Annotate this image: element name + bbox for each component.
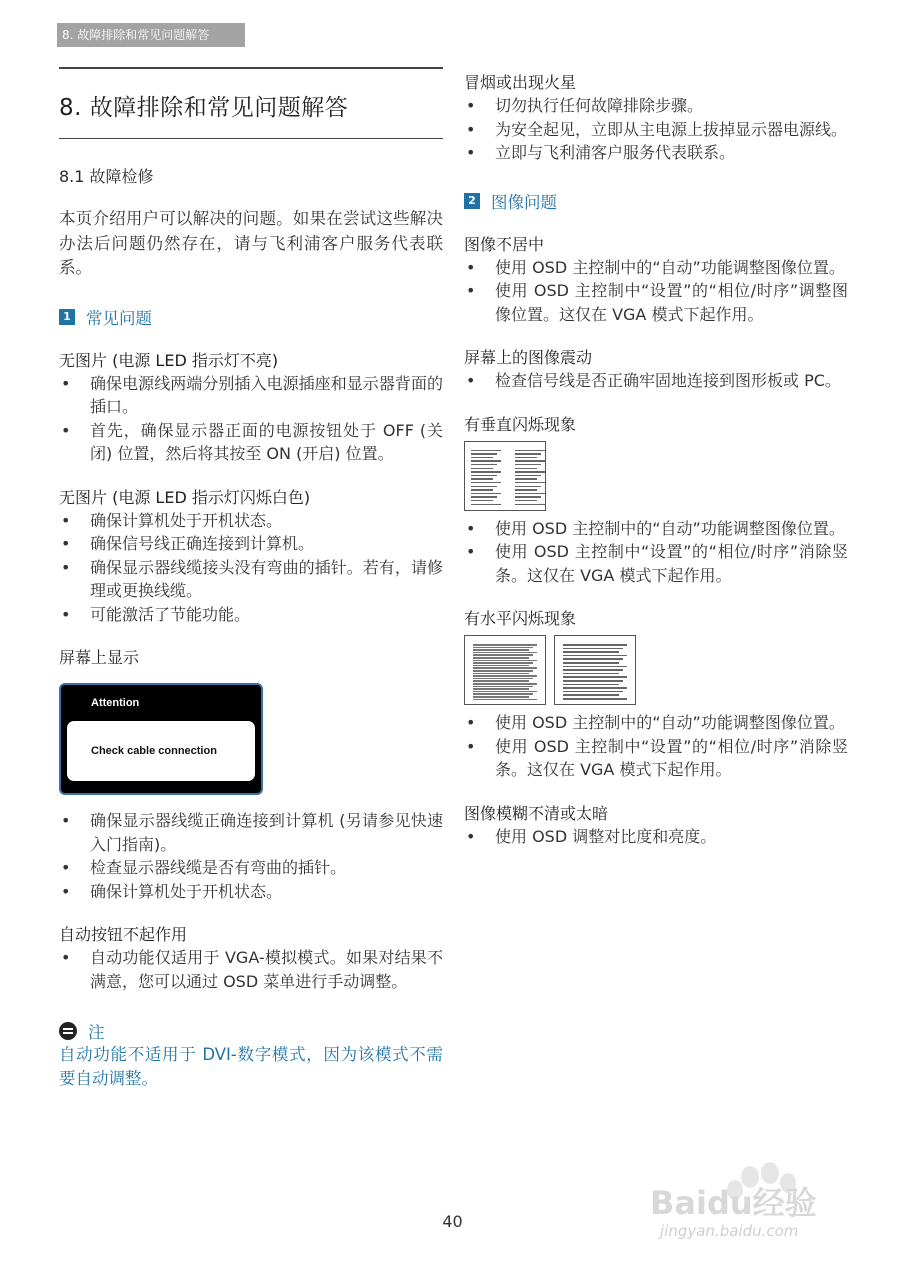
thumbnail-text-line xyxy=(563,655,627,657)
topic-vertical-flicker xyxy=(464,414,848,588)
topic-title: 冒烟或出现火星 xyxy=(464,73,577,92)
list-item: • 检查显示器线缆是否有弯曲的插针。 xyxy=(61,858,347,877)
topic-title: 图像不居中 xyxy=(464,234,545,254)
list-item: • 立即与飞利浦客户服务代表联系。 xyxy=(466,143,736,162)
topic-title: 有水平闪烁现象 xyxy=(464,609,577,628)
thumbnail-text-line xyxy=(471,496,497,498)
topic-auto-button xyxy=(59,924,443,993)
list-item: • 使用 OSD 主控制中“设置”的“相位/时序”消除竖条。这仅在 VGA 模式下起作用。 xyxy=(466,542,848,585)
topic-title: 图像模糊不清或太暗 xyxy=(464,803,609,823)
thumbnail-text-line xyxy=(473,696,529,698)
watermark-brand: Baidu经验 xyxy=(650,1184,817,1222)
thumbnail-text-line xyxy=(473,665,529,667)
list-item: • 检查信号线是否正确牢固地连接到图形板或 PC。 xyxy=(466,371,841,390)
thumbnail-text-line xyxy=(563,684,619,686)
thumbnail-text-line xyxy=(515,504,545,506)
thumbnail-text-line xyxy=(515,500,537,502)
section-number-badge: 2 xyxy=(464,193,480,209)
thumbnail-text-line xyxy=(515,464,541,466)
thumbnail-text-line xyxy=(471,478,493,480)
thumbnail-text-line xyxy=(471,493,501,495)
vertical-flicker-screen-image xyxy=(464,441,546,511)
thumbnail-text-line xyxy=(515,478,537,480)
list-item: • 切勿执行任何故障排除步骤。 xyxy=(466,96,704,115)
thumbnail-text-line xyxy=(473,652,537,654)
list-item: • 首先，确保显示器正面的电源按钮处于 OFF (关闭) 位置，然后将其按至 ON (开启) 位置。 xyxy=(61,420,443,463)
list-item: • 确保信号线正确连接到计算机。 xyxy=(61,534,315,553)
thumbnail-text-line xyxy=(563,658,623,660)
thumbnail-text-line xyxy=(471,475,497,477)
thumbnail-text-line xyxy=(515,471,545,473)
topic-no-picture-led-off xyxy=(59,350,443,466)
chapter-title: 8. 故障排除和常见问题解答 xyxy=(59,95,349,121)
topic-no-picture-led-blinking xyxy=(59,487,443,627)
thumbnail-text-line xyxy=(515,453,541,455)
thumbnail-text-line xyxy=(471,450,501,452)
title-rule xyxy=(59,138,443,139)
attention-dialog-illustration xyxy=(59,683,263,795)
thumbnail-text-line xyxy=(563,662,619,664)
thumbnail-text-line xyxy=(471,471,501,473)
thumbnail-text-line xyxy=(563,648,623,650)
image-problems-title: 图像问题 xyxy=(491,192,557,212)
page-number: 40 xyxy=(442,1212,463,1231)
common-problems-title: 常见问题 xyxy=(86,308,152,328)
attention-title: Attention xyxy=(91,697,140,709)
list-item: • 自动功能仅适用于 VGA-模拟模式。如果对结果不满意，您可以通过 OSD 菜单进行手动调整。 xyxy=(61,948,443,991)
note-label: 注 xyxy=(88,1023,105,1042)
topic-on-screen-message xyxy=(59,647,443,903)
thumbnail-text-line xyxy=(473,673,529,675)
thumbnail-text-line xyxy=(473,647,533,649)
horizontal-flicker-screen-image xyxy=(554,635,636,705)
left-column xyxy=(59,67,443,1091)
thumbnail-text-line xyxy=(471,489,493,491)
topic-smoke-sparks xyxy=(464,72,848,165)
thumbnail-text-line xyxy=(473,686,533,688)
list-item: • 确保显示器线缆接头没有弯曲的插针。若有，请修理或更换线缆。 xyxy=(61,557,443,600)
thumbnail-text-line xyxy=(473,680,529,682)
thumbnail-text-line xyxy=(473,691,537,693)
thumbnail-text-line xyxy=(473,667,537,669)
list-item: • 使用 OSD 主控制中的“自动”功能调整图像位置。 xyxy=(466,518,845,538)
topic-title: 屏幕上的图像震动 xyxy=(464,348,593,367)
list-item: • 确保电源线两端分别插入电源插座和显示器背面的插口。 xyxy=(61,373,443,416)
thumbnail-text-line xyxy=(471,486,497,488)
list-item: • 使用 OSD 主控制中“设置”的“相位/时序”调整图像位置。这仅在 VGA 模式下起作用。 xyxy=(466,281,848,324)
thumbnail-text-line xyxy=(473,675,537,677)
thumbnail-text-line xyxy=(471,468,493,470)
thumbnail-text-line xyxy=(471,457,493,459)
thumbnail-text-line xyxy=(515,482,545,484)
list-item: • 使用 OSD 调整对比度和亮度。 xyxy=(466,826,717,846)
thumbnail-text-line xyxy=(473,662,533,664)
thumbnail-text-line xyxy=(515,460,545,462)
thumbnail-text-line xyxy=(473,699,537,701)
topic-image-blurry xyxy=(464,803,848,849)
thumbnail-text-line xyxy=(563,680,623,682)
attention-message: Check cable connection xyxy=(91,745,217,757)
topic-title: 无图片 (电源 LED 指示灯不亮) xyxy=(59,350,279,370)
list-item: • 使用 OSD 主控制中的“自动”功能调整图像位置。 xyxy=(466,257,845,277)
vertical-flicker-illustration xyxy=(464,441,848,511)
thumbnail-text-line xyxy=(515,468,537,470)
thumbnail-text-line xyxy=(471,482,501,484)
thumbnail-text-line xyxy=(515,496,541,498)
thumbnail-text-line xyxy=(563,694,619,696)
thumbnail-text-line xyxy=(515,475,541,477)
thumbnail-text-line xyxy=(515,486,541,488)
list-item: • 为安全起见，立即从主电源上拔掉显示器电源线。 xyxy=(466,119,848,139)
thumbnail-text-line xyxy=(473,670,533,672)
list-item: • 确保显示器线缆正确连接到计算机 (另请参见快速入门指南)。 xyxy=(61,811,443,854)
thumbnail-text-line xyxy=(515,450,545,452)
thumbnail-text-line xyxy=(563,666,627,668)
thumbnail-text-line xyxy=(515,489,537,491)
thumbnail-text-line xyxy=(515,457,537,459)
list-item: • 使用 OSD 主控制中的“自动”功能调整图像位置。 xyxy=(466,713,845,732)
list-item: • 确保计算机处于开机状态。 xyxy=(61,881,283,901)
thumbnail-text-line xyxy=(563,669,623,671)
thumbnail-text-line xyxy=(473,678,533,680)
section-number-badge: 1 xyxy=(59,309,75,325)
topic-image-vibrates xyxy=(464,347,848,393)
right-column xyxy=(464,67,848,848)
list-item: • 可能激活了节能功能。 xyxy=(61,604,251,624)
note-icon xyxy=(59,1022,77,1040)
thumbnail-text-line xyxy=(563,651,619,653)
thumbnail-text-line xyxy=(563,687,627,689)
thumbnail-text-line xyxy=(473,688,529,690)
thumbnail-text-line xyxy=(473,657,529,659)
thumbnail-text-line xyxy=(473,649,529,651)
thumbnail-text-line xyxy=(473,654,533,656)
thumbnail-text-line xyxy=(563,676,627,678)
thumbnail-text-line xyxy=(471,453,497,455)
horizontal-flicker-illustration xyxy=(464,635,848,705)
common-problems-heading xyxy=(59,305,443,329)
list-item: • 确保计算机处于开机状态。 xyxy=(61,510,283,530)
topic-title: 有垂直闪烁现象 xyxy=(464,414,577,434)
horizontal-flicker-screen-image xyxy=(464,635,546,705)
thumbnail-text-line xyxy=(563,673,619,675)
thumbnail-text-line xyxy=(471,464,497,466)
thumbnail-text-line xyxy=(563,691,623,693)
thumbnail-text-line xyxy=(471,504,501,506)
topic-title: 屏幕上显示 xyxy=(59,648,140,667)
note-heading xyxy=(59,1019,443,1043)
image-problems-heading xyxy=(464,189,848,213)
thumbnail-text-line xyxy=(473,644,537,646)
attention-message-panel xyxy=(67,721,255,781)
thumbnail-text-line xyxy=(473,660,537,662)
list-item: • 使用 OSD 主控制中“设置”的“相位/时序”消除竖条。这仅在 VGA 模式下起作用。 xyxy=(466,736,848,779)
thumbnail-text-line xyxy=(515,493,545,495)
topic-title: 自动按钮不起作用 xyxy=(59,925,188,944)
watermark-url: jingyan.baidu.com xyxy=(660,1222,799,1240)
section-title: 8.1 故障检修 xyxy=(59,167,154,186)
thumbnail-text-line xyxy=(473,683,537,685)
thumbnail-text-line xyxy=(473,693,533,695)
thumbnail-text-line xyxy=(563,644,627,646)
thumbnail-text-line xyxy=(471,460,501,462)
running-header: 8. 故障排除和常见问题解答 xyxy=(57,23,245,47)
topic-horizontal-flicker xyxy=(464,608,848,782)
topic-title: 无图片 (电源 LED 指示灯闪烁白色) xyxy=(59,487,311,507)
thumbnail-text-line xyxy=(471,500,493,502)
note-text: 自动功能不适用于 DVI-数字模式，因为该模式不需要自动调整。 xyxy=(59,1045,443,1088)
intro-paragraph: 本页介绍用户可以解决的问题。如果在尝试这些解决办法后问题仍然存在，请与飞利浦客户服务代表联系。 xyxy=(59,209,443,277)
topic-image-not-centered xyxy=(464,234,848,327)
thumbnail-text-line xyxy=(563,698,627,700)
